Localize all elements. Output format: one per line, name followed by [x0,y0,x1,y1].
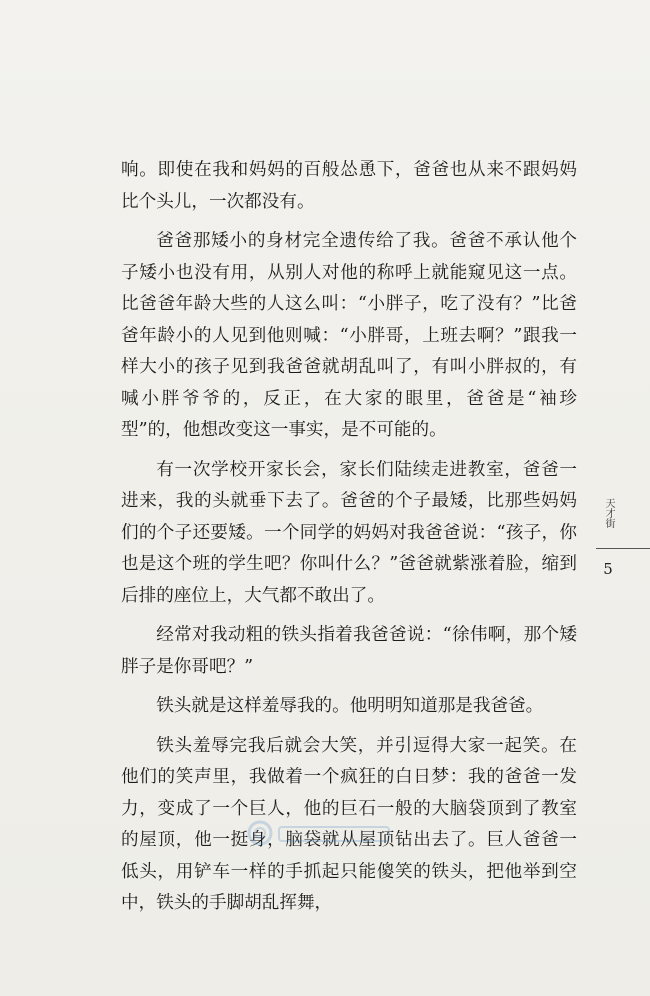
paragraph: 爸爸那矮小的身材完全遗传给了我。爸爸不承认他个子矮小也没有用，从别人对他的称呼上就能窥见这一点。比爸爸年龄大些的人这么叫：“小胖子，吃了没有？”比爸爸年龄小的人见到他则喊：“小胖哥，上班去啊？”跟我一样大小的孩子见到我爸爸就胡乱叫了，有叫小胖叔的，有喊小胖爷爷的，反正，在大家的眼里，爸爸是“袖珍型”的，他想改变这一事实，是不可能的。 [121,231,577,440]
paragraph: 响。即使在我和妈妈的百般怂恿下，爸爸也从来不跟妈妈比个头儿，一次都没有。 [121,160,577,212]
paragraph: 铁头羞辱完我后就会大笑，并引逗得大家一起笑。在他们的笑声里，我做着一个疯狂的白日梦：我的爸爸一发力，变成了一个巨人，他的巨石一般的大脑袋顶到了教室的屋顶，他一挺身，脑袋就从屋顶钻出去了。巨人爸爸一低头，用铲车一样的手抓起只能傻笑的铁头，把他举到空中，铁头的手脚胡乱挥舞， [121,735,577,913]
paragraph: 经常对我动粗的铁头指着我爸爸说：“徐伟啊，那个矮胖子是你哥吧？” [121,625,577,677]
paragraph: 铁头就是这样羞辱我的。他明明知道那是我爸爸。 [156,696,544,716]
running-header-vertical: 天才街 [603,498,614,528]
header-rule [596,548,650,549]
body-text [121,155,577,928]
paragraph: 有一次学校开家长会，家长们陆续走进教室，爸爸一进来，我的头就垂下去了。爸爸的个子最矮，比那些妈妈们的个子还要矮。一个同学的妈妈对我爸爸说：“孩子，你也是这个班的学生吧？你叫什么？”爸爸就紫涨着脸，缩到后排的座位上，大气都不敢出了。 [121,459,577,606]
page-number: 5 [603,560,613,578]
